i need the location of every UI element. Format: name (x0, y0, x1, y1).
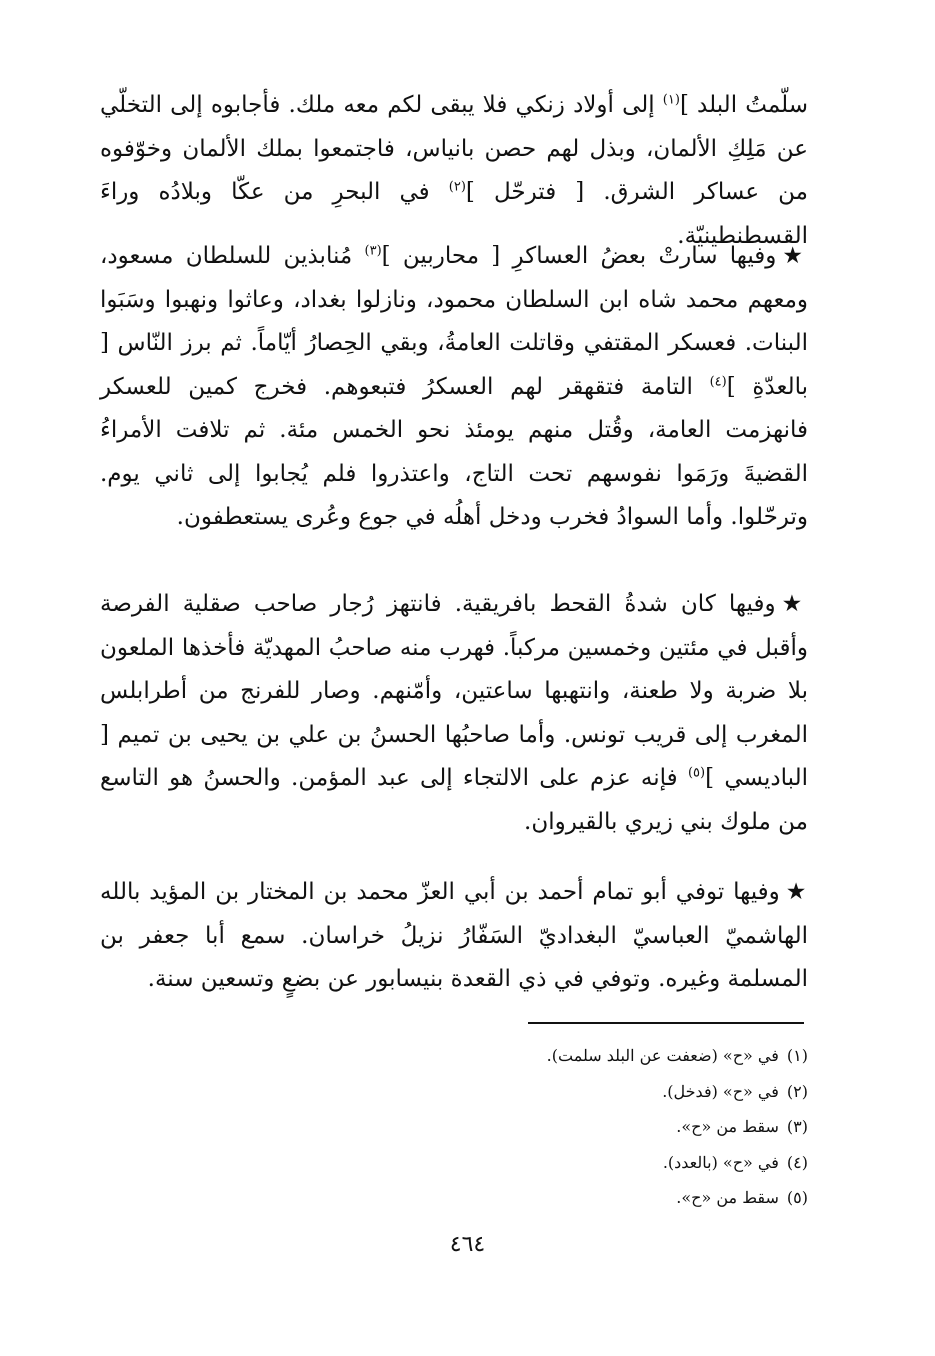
paragraph-2 (100, 235, 808, 540)
paragraph-2-text-c: التامة فتقهقر لهم العسكرُ فتبعوهم. فخرج كمين للعسكر فانهزمت العامة، وقُتل منهم يومئذ نحو الخمس مئة. ثم تلافت الأمراءُ القضيةَ ورَمَوا نفوسهم تحت التاج، واعتذروا فلم يُجابوا إلى ثاني يوم. وترحّلوا. وأما السوادُ فخرب ودخل أهلُه في جوع وعُرى يستعطفون. (100, 373, 808, 530)
paragraph-2-text-a: وفيها سارتْ بعضُ العساكرِ [ محاربين ] (381, 243, 777, 269)
footnote-ref-4: (٤) (709, 373, 727, 389)
footnote-1 (388, 1038, 808, 1074)
paragraph-3-text-b: فإنه عزم على الالتجاء إلى عبد المؤمن. والحسنُ هو التاسع من ملوك بني زيري بالقيروان. (100, 765, 808, 835)
footnote-text: في «ح» (فدخل). (662, 1081, 779, 1101)
footnote-ref-1: (١) (662, 92, 680, 108)
footnote-5 (388, 1180, 808, 1216)
footnote-ref-5: (٥) (687, 765, 706, 781)
paragraph-1-text-b: إلى أولاد زنكي فلا يبقى لكم معه ملك. فأجابوه إلى التخلّي عن مَلِكِ الألمان، وبذل لهم حصن بانياس، فاجتمعوا بملك الألمان وخوّفوه من عساكر الشرق. [ فترحّل ] (100, 92, 808, 205)
paragraph-4-text: وفيها توفي أبو تمام أحمد بن أبي العزّ محمد بن المختار بن المؤيد بالله الهاشميّ العباسيّ البغداديّ السَفّارُ نزيلُ خراسان. سمع أبا جعفر بن المسلمة وغيره. وتوفي في ذي القعدة بنيسابور عن بضعٍ وتسعين سنة. (100, 879, 808, 992)
footnote-4 (388, 1145, 808, 1181)
footnote-3 (388, 1109, 808, 1145)
paragraph-1-text-a: سلّمتُ البلد ] (679, 92, 808, 118)
footnote-text: في «ح» (ضعفت عن البلد سلمت). (546, 1046, 779, 1065)
footnote-text: سقط من «ح». (676, 1188, 779, 1207)
paragraph-4 (100, 871, 808, 1002)
paragraph-3-text-a: وفيها كان شدةُ القحط بافريقية. فانتهز رُجار صاحب صقلية الفرصة وأقبل في مئتين وخمسين مركباً. فهرب منه صاحبُ المهديّة فأخذها الملعون بلا ضربة ولا طعنة، وانتهبها ساعتين، وأمّنهم. وصار للفرنج من أطرابلس المغرب إلى قريب تونس. وأما صاحبُها الحسنُ بن علي بن يحيى بن تميم [ الباديسي ] (100, 591, 808, 791)
star-icon: ★ (785, 879, 808, 905)
footnote-text: سقط من «ح». (676, 1117, 779, 1136)
paragraph-1-text-c: في البحرِ من عكّا وبلادُه وراءَ القسطنطينيّة. (100, 179, 808, 249)
footnote-number: (١) (786, 1046, 808, 1065)
footnote-number: (٤) (786, 1152, 808, 1172)
paragraph-3 (100, 583, 808, 844)
page-number: ٤٦٤ (449, 1232, 486, 1257)
footnote-number: (٣) (786, 1117, 808, 1136)
footnote-text: في «ح» (بالعدد). (662, 1152, 779, 1172)
footnote-number: (٥) (786, 1188, 808, 1207)
footnote-ref-3: (٣) (364, 243, 382, 259)
footnotes (388, 1038, 808, 1216)
star-icon: ★ (782, 243, 809, 269)
footnote-2 (388, 1074, 808, 1110)
paragraph-2-text-b: مُنابذين للسلطان مسعود، ومعهم محمد شاه ابن السلطان محمود، ونازلوا بغداد، وعاثوا ونهبوا وسَبَوا البنات. فعسكر المقتفي وقاتلت العامةُ، وبقي الحِصارُ أيّاماً. ثم برز النّاس [ بالعدّةِ ] (100, 243, 808, 400)
footnote-ref-2: (٢) (448, 179, 466, 195)
star-icon: ★ (781, 591, 809, 617)
paragraph-1 (100, 84, 808, 258)
footnote-number: (٢) (786, 1081, 808, 1101)
footnote-divider (528, 1022, 804, 1024)
